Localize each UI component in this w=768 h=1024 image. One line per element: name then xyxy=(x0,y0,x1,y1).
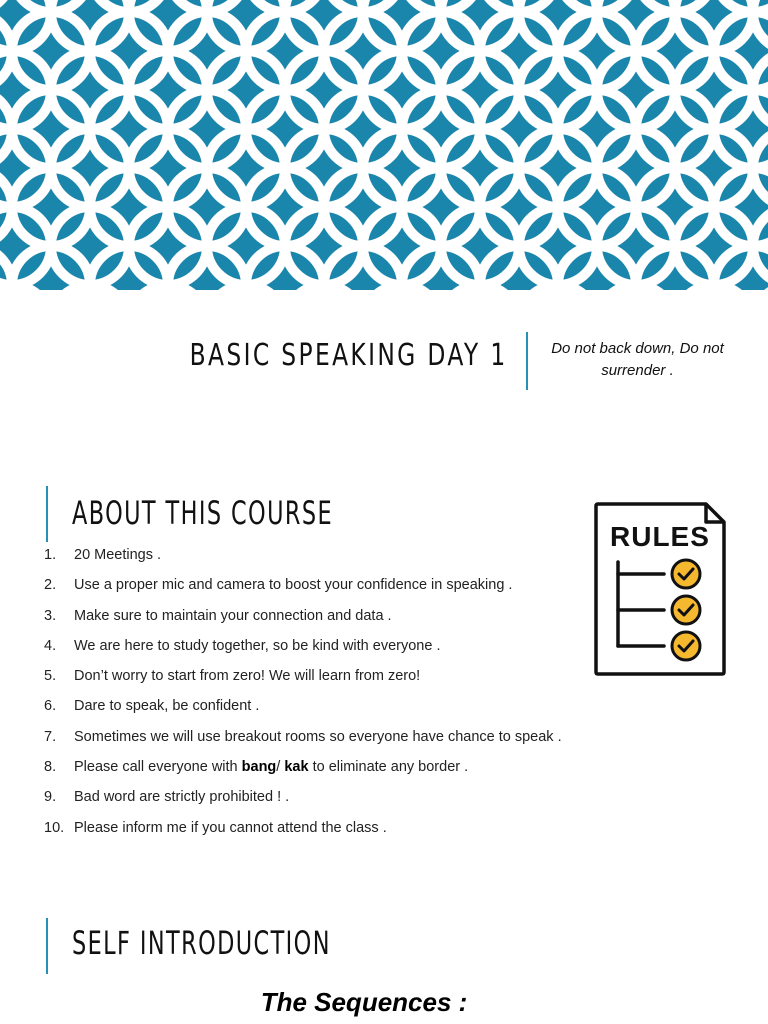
list-item: 9. Bad word are strictly prohibited ! . xyxy=(44,789,290,806)
sequences-heading: The Sequences : xyxy=(260,987,468,1017)
about-divider xyxy=(46,486,48,542)
check-icon xyxy=(672,632,700,660)
list-item: 1. 20 Meetings . xyxy=(44,547,162,563)
circle-pattern xyxy=(0,0,768,290)
list-item: 8. Please call everyone with bang/ kak to eliminate any border . xyxy=(44,759,469,776)
title-divider xyxy=(526,332,528,390)
list-item: 6. Dare to speak, be confident . xyxy=(44,698,260,715)
check-icon xyxy=(672,596,700,624)
list-item: 7. Sometimes we will use breakout rooms so everyone have chance to speak . xyxy=(44,728,562,745)
about-heading: ABOUT THIS COURSE xyxy=(72,494,334,532)
self-intro-heading: SELF INTRODUCTION xyxy=(72,924,331,962)
list-item: 2. Use a proper mic and camera to boost your confidence in speaking . xyxy=(44,577,513,594)
rules-list xyxy=(44,541,562,844)
patterned-banner xyxy=(0,0,768,290)
list-item: 3. Make sure to maintain your connection and data . xyxy=(44,607,392,624)
list-item: 5. Don’t worry to start from zero! We will learn from zero! xyxy=(44,668,421,685)
page-title: BASIC SPEAKING DAY 1 xyxy=(190,338,508,373)
banner-rings xyxy=(0,0,768,290)
list-item: 10. Please inform me if you cannot attend the class . xyxy=(44,819,387,836)
self-intro-divider xyxy=(46,918,48,974)
list-item: 4. We are here to study together, so be kind with everyone . xyxy=(44,637,441,654)
title-block xyxy=(0,290,768,440)
subtitle: Do not back down, Do not surrender . xyxy=(551,340,724,379)
check-icon xyxy=(672,560,700,588)
rules-checklist-icon xyxy=(592,500,728,680)
rules-icon-label: RULES xyxy=(610,521,710,552)
